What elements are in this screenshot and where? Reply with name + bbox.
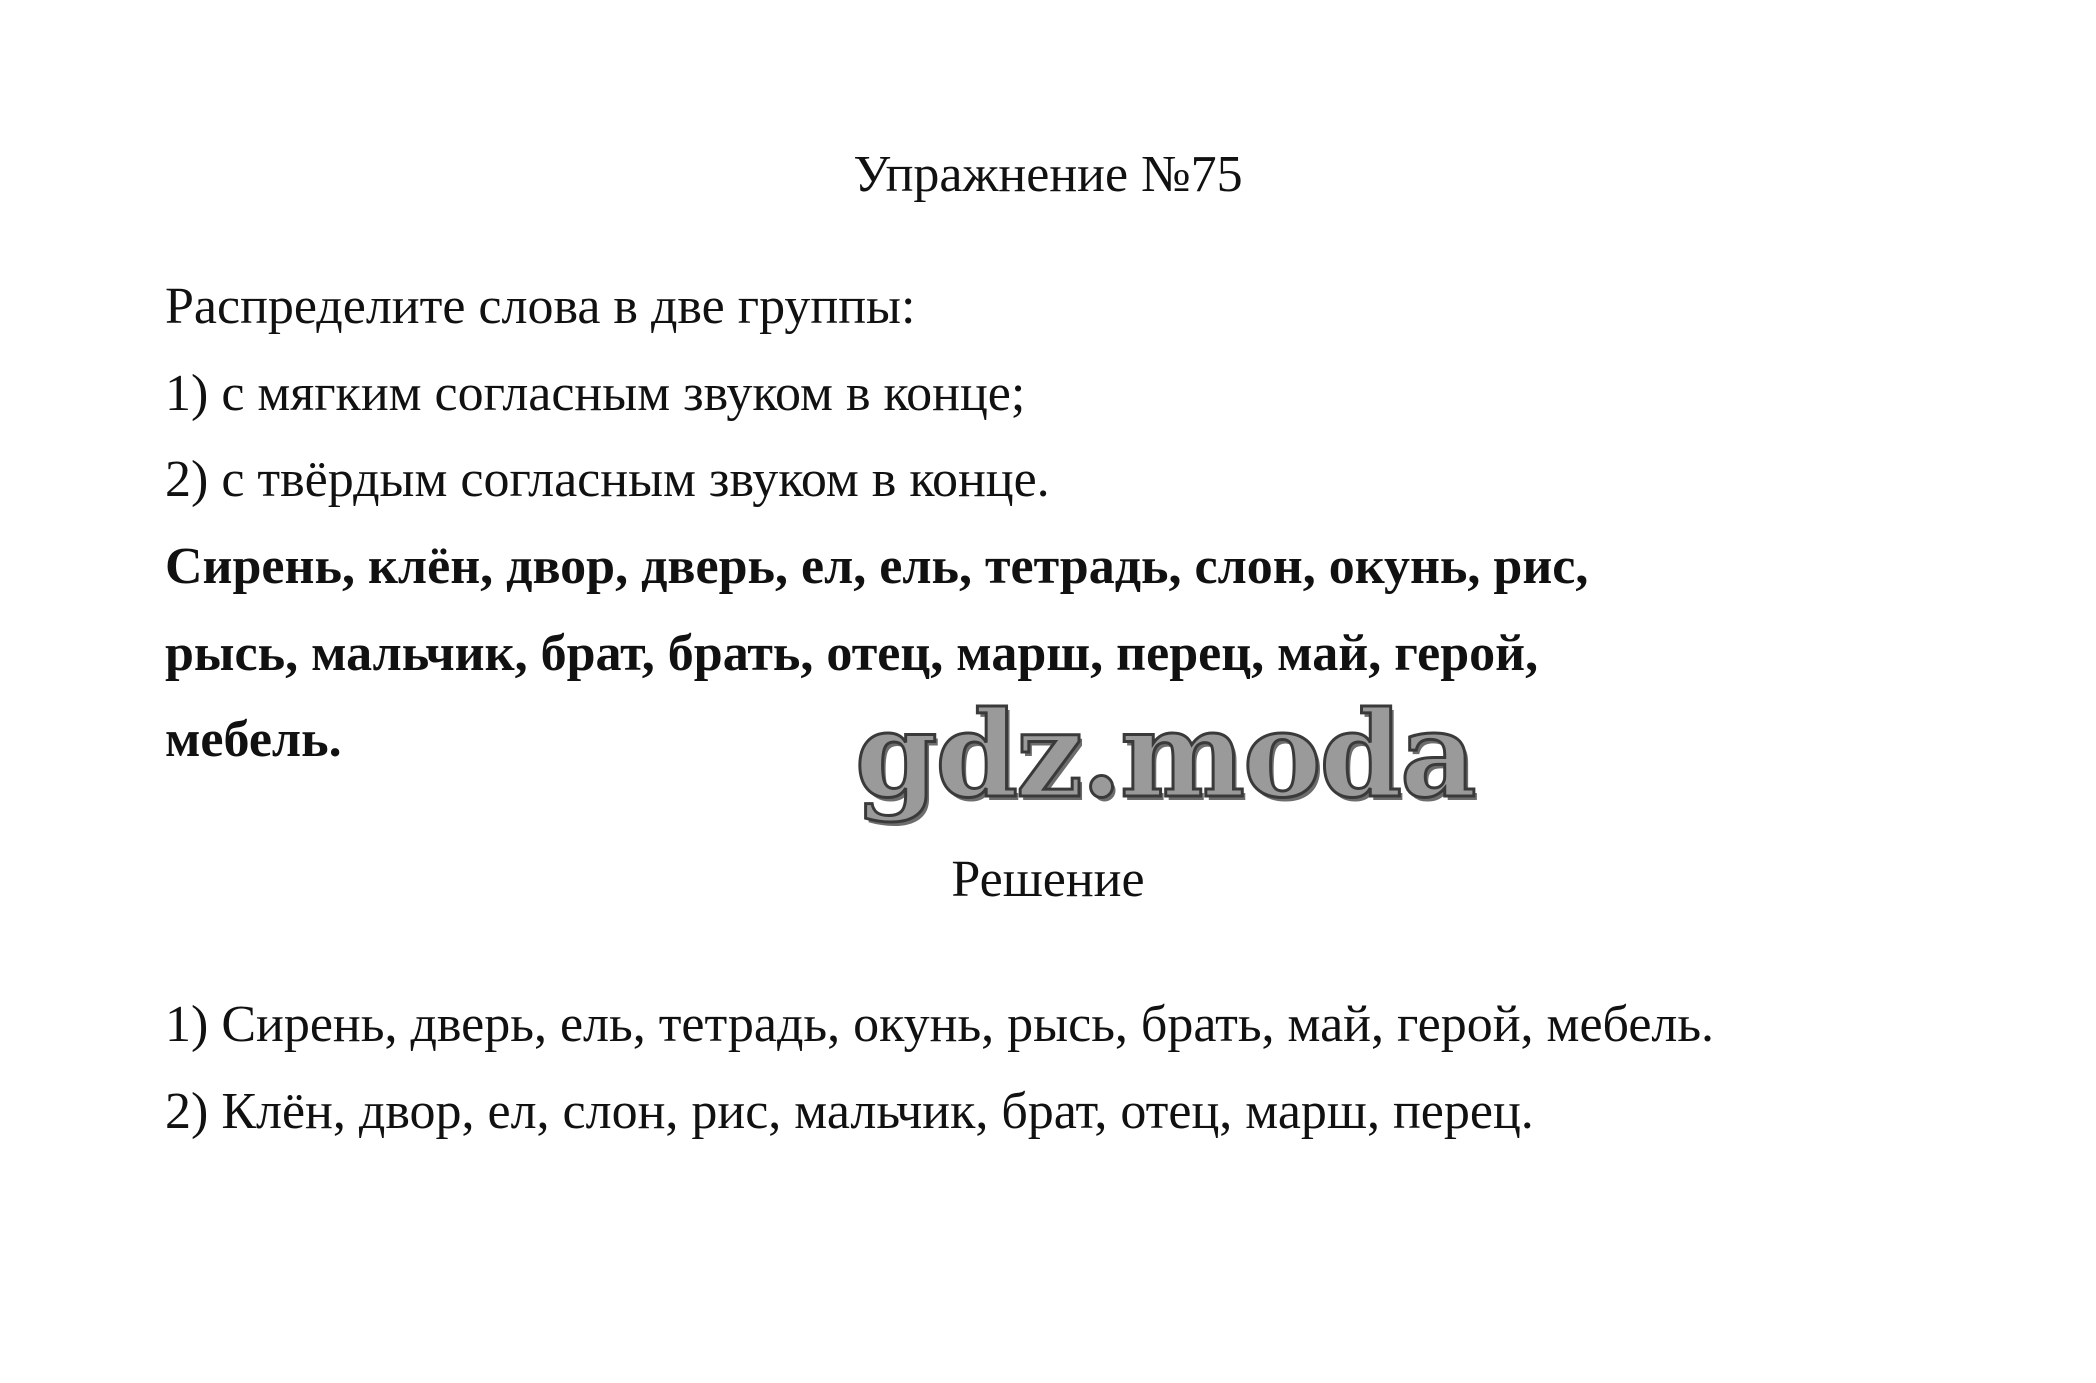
watermark-logo: gdz.moda	[855, 685, 1475, 824]
answer-group-2: 2) Клён, двор, ел, слон, рис, мальчик, брат, отец, марш, перец.	[165, 1083, 1534, 1140]
solution-heading: Решение	[951, 851, 1145, 908]
word-list-line-2: рысь, мальчик, брат, брать, отец, марш, перец, май, герой,	[165, 625, 1539, 682]
task-group-1: 1) с мягким согласным звуком в конце;	[165, 365, 1026, 422]
answer-group-1: 1) Сирень, дверь, ель, тетрадь, окунь, рысь, брать, май, герой, мебель.	[165, 996, 1715, 1053]
word-list-line-3: мебель.	[165, 711, 342, 768]
word-list-line-1: Сирень, клён, двор, дверь, ел, ель, тетрадь, слон, окунь, рис,	[165, 538, 1589, 595]
exercise-title: Упражнение №75	[853, 146, 1243, 203]
task-instruction: Распределите слова в две группы:	[165, 278, 916, 335]
task-group-2: 2) с твёрдым согласным звуком в конце.	[165, 451, 1050, 508]
